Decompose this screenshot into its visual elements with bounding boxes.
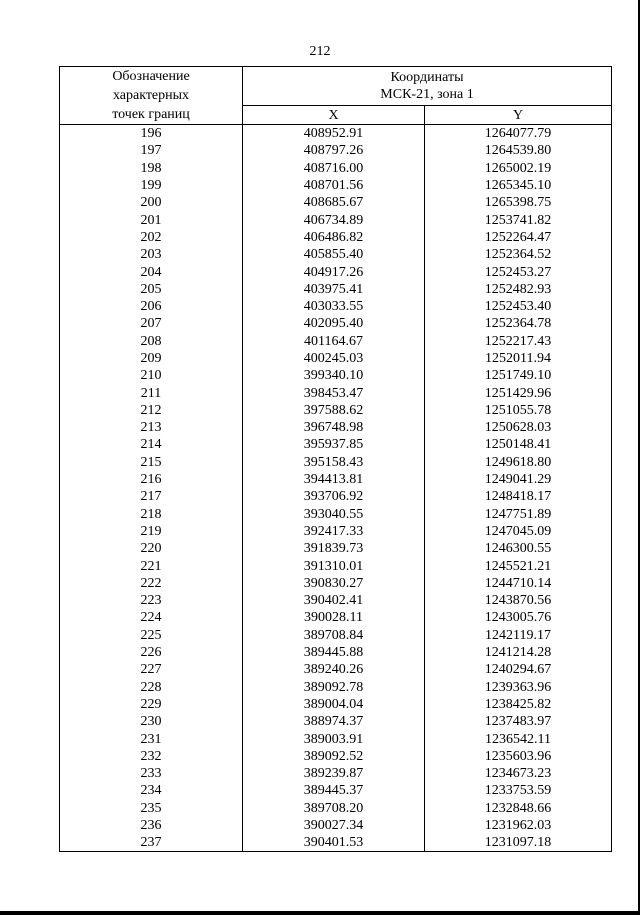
point-number-cell: 210 bbox=[60, 367, 243, 384]
y-coordinate-cell: 1236542.11 bbox=[425, 730, 612, 747]
point-number-cell: 230 bbox=[60, 713, 243, 730]
table-row bbox=[60, 644, 612, 661]
x-coordinate-cell: 398453.47 bbox=[243, 384, 425, 401]
table-row bbox=[60, 125, 612, 143]
point-number-cell: 236 bbox=[60, 817, 243, 834]
table-row bbox=[60, 575, 612, 592]
point-number-cell: 221 bbox=[60, 557, 243, 574]
table-row bbox=[60, 281, 612, 298]
table-row bbox=[60, 402, 612, 419]
point-number-cell: 232 bbox=[60, 748, 243, 765]
x-coordinate-cell: 408952.91 bbox=[243, 125, 425, 143]
header-coordinates-group bbox=[243, 67, 612, 106]
y-coordinate-cell: 1231962.03 bbox=[425, 817, 612, 834]
table-row bbox=[60, 471, 612, 488]
table-row bbox=[60, 609, 612, 626]
x-coordinate-cell: 402095.40 bbox=[243, 315, 425, 332]
table-row bbox=[60, 454, 612, 471]
y-coordinate-cell: 1250628.03 bbox=[425, 419, 612, 436]
x-coordinate-cell: 408797.26 bbox=[243, 142, 425, 159]
page-bottom-edge bbox=[0, 911, 640, 915]
table-row bbox=[60, 661, 612, 678]
table-row bbox=[60, 696, 612, 713]
x-coordinate-cell: 389092.52 bbox=[243, 748, 425, 765]
point-number-cell: 216 bbox=[60, 471, 243, 488]
table-row bbox=[60, 419, 612, 436]
table-row bbox=[60, 523, 612, 540]
x-coordinate-cell: 390027.34 bbox=[243, 817, 425, 834]
table-row bbox=[60, 765, 612, 782]
x-coordinate-cell: 389092.78 bbox=[243, 679, 425, 696]
point-number-cell: 208 bbox=[60, 333, 243, 350]
x-coordinate-cell: 396748.98 bbox=[243, 419, 425, 436]
y-coordinate-cell: 1252364.78 bbox=[425, 315, 612, 332]
y-coordinate-cell: 1264539.80 bbox=[425, 142, 612, 159]
point-number-cell: 219 bbox=[60, 523, 243, 540]
y-coordinate-cell: 1242119.17 bbox=[425, 627, 612, 644]
y-coordinate-cell: 1237483.97 bbox=[425, 713, 612, 730]
x-coordinate-cell: 405855.40 bbox=[243, 246, 425, 263]
table-row bbox=[60, 506, 612, 523]
y-coordinate-cell: 1265002.19 bbox=[425, 160, 612, 177]
x-coordinate-cell: 389003.91 bbox=[243, 730, 425, 747]
x-coordinate-cell: 403033.55 bbox=[243, 298, 425, 315]
x-coordinate-cell: 392417.33 bbox=[243, 523, 425, 540]
y-coordinate-cell: 1241214.28 bbox=[425, 644, 612, 661]
header-y: Y bbox=[425, 106, 612, 125]
x-coordinate-cell: 408716.00 bbox=[243, 160, 425, 177]
x-coordinate-cell: 389445.37 bbox=[243, 782, 425, 799]
y-coordinate-cell: 1251429.96 bbox=[425, 384, 612, 401]
point-number-cell: 198 bbox=[60, 160, 243, 177]
header-point-line-1: Обозначение bbox=[112, 69, 190, 84]
x-coordinate-cell: 388974.37 bbox=[243, 713, 425, 730]
point-number-cell: 202 bbox=[60, 229, 243, 246]
table-row bbox=[60, 298, 612, 315]
table-row bbox=[60, 592, 612, 609]
y-coordinate-cell: 1247751.89 bbox=[425, 506, 612, 523]
table-row bbox=[60, 350, 612, 367]
table-row bbox=[60, 333, 612, 350]
point-number-cell: 209 bbox=[60, 350, 243, 367]
point-number-cell: 214 bbox=[60, 436, 243, 453]
y-coordinate-cell: 1265345.10 bbox=[425, 177, 612, 194]
y-coordinate-cell: 1244710.14 bbox=[425, 575, 612, 592]
y-coordinate-cell: 1249041.29 bbox=[425, 471, 612, 488]
y-coordinate-cell: 1238425.82 bbox=[425, 696, 612, 713]
x-coordinate-cell: 406734.89 bbox=[243, 211, 425, 228]
x-coordinate-cell: 390830.27 bbox=[243, 575, 425, 592]
y-coordinate-cell: 1247045.09 bbox=[425, 523, 612, 540]
point-number-cell: 234 bbox=[60, 782, 243, 799]
x-coordinate-cell: 389708.20 bbox=[243, 800, 425, 817]
point-number-cell: 196 bbox=[60, 125, 243, 143]
y-coordinate-cell: 1243870.56 bbox=[425, 592, 612, 609]
table-row bbox=[60, 679, 612, 696]
y-coordinate-cell: 1231097.18 bbox=[425, 834, 612, 852]
y-coordinate-cell: 1250148.41 bbox=[425, 436, 612, 453]
point-number-cell: 207 bbox=[60, 315, 243, 332]
point-number-cell: 206 bbox=[60, 298, 243, 315]
x-coordinate-cell: 399340.10 bbox=[243, 367, 425, 384]
point-number-cell: 217 bbox=[60, 488, 243, 505]
y-coordinate-cell: 1239363.96 bbox=[425, 679, 612, 696]
table-row bbox=[60, 177, 612, 194]
x-coordinate-cell: 393706.92 bbox=[243, 488, 425, 505]
table-row bbox=[60, 488, 612, 505]
point-number-cell: 200 bbox=[60, 194, 243, 211]
x-coordinate-cell: 400245.03 bbox=[243, 350, 425, 367]
table-row bbox=[60, 557, 612, 574]
header-point-line-2: характерных bbox=[112, 88, 190, 103]
table-row bbox=[60, 246, 612, 263]
header-coords-line-2: МСК-21, зона 1 bbox=[380, 87, 474, 102]
x-coordinate-cell: 389239.87 bbox=[243, 765, 425, 782]
point-number-cell: 201 bbox=[60, 211, 243, 228]
x-coordinate-cell: 389708.84 bbox=[243, 627, 425, 644]
y-coordinate-cell: 1252453.27 bbox=[425, 263, 612, 280]
x-coordinate-cell: 406486.82 bbox=[243, 229, 425, 246]
x-coordinate-cell: 395937.85 bbox=[243, 436, 425, 453]
y-coordinate-cell: 1265398.75 bbox=[425, 194, 612, 211]
y-coordinate-cell: 1234673.23 bbox=[425, 765, 612, 782]
point-number-cell: 231 bbox=[60, 730, 243, 747]
point-number-cell: 225 bbox=[60, 627, 243, 644]
y-coordinate-cell: 1252482.93 bbox=[425, 281, 612, 298]
y-coordinate-cell: 1252453.40 bbox=[425, 298, 612, 315]
table-row bbox=[60, 263, 612, 280]
point-number-cell: 227 bbox=[60, 661, 243, 678]
x-coordinate-cell: 401164.67 bbox=[243, 333, 425, 350]
point-number-cell: 222 bbox=[60, 575, 243, 592]
point-number-cell: 235 bbox=[60, 800, 243, 817]
y-coordinate-cell: 1232848.66 bbox=[425, 800, 612, 817]
point-number-cell: 226 bbox=[60, 644, 243, 661]
header-point-line-3: точек границ bbox=[112, 107, 190, 122]
table-row bbox=[60, 384, 612, 401]
x-coordinate-cell: 389004.04 bbox=[243, 696, 425, 713]
y-coordinate-cell: 1252264.47 bbox=[425, 229, 612, 246]
point-number-cell: 212 bbox=[60, 402, 243, 419]
point-number-cell: 215 bbox=[60, 454, 243, 471]
point-number-cell: 204 bbox=[60, 263, 243, 280]
point-number-cell: 237 bbox=[60, 834, 243, 852]
table-row bbox=[60, 540, 612, 557]
y-coordinate-cell: 1264077.79 bbox=[425, 125, 612, 143]
point-number-cell: 218 bbox=[60, 506, 243, 523]
x-coordinate-cell: 389240.26 bbox=[243, 661, 425, 678]
table-row bbox=[60, 748, 612, 765]
x-coordinate-cell: 394413.81 bbox=[243, 471, 425, 488]
point-number-cell: 229 bbox=[60, 696, 243, 713]
header-x: X bbox=[243, 106, 425, 125]
y-coordinate-cell: 1252011.94 bbox=[425, 350, 612, 367]
table-row bbox=[60, 436, 612, 453]
y-coordinate-cell: 1235603.96 bbox=[425, 748, 612, 765]
x-coordinate-cell: 395158.43 bbox=[243, 454, 425, 471]
x-coordinate-cell: 390401.53 bbox=[243, 834, 425, 852]
x-coordinate-cell: 391310.01 bbox=[243, 557, 425, 574]
x-coordinate-cell: 390402.41 bbox=[243, 592, 425, 609]
table-row bbox=[60, 627, 612, 644]
point-number-cell: 205 bbox=[60, 281, 243, 298]
y-coordinate-cell: 1251749.10 bbox=[425, 367, 612, 384]
point-number-cell: 228 bbox=[60, 679, 243, 696]
y-coordinate-cell: 1251055.78 bbox=[425, 402, 612, 419]
table-row bbox=[60, 160, 612, 177]
y-coordinate-cell: 1252364.52 bbox=[425, 246, 612, 263]
table-row bbox=[60, 315, 612, 332]
point-number-cell: 233 bbox=[60, 765, 243, 782]
table-row bbox=[60, 142, 612, 159]
x-coordinate-cell: 403975.41 bbox=[243, 281, 425, 298]
table-row bbox=[60, 730, 612, 747]
table-body bbox=[60, 125, 612, 852]
header-point-designation bbox=[60, 67, 243, 125]
y-coordinate-cell: 1243005.76 bbox=[425, 609, 612, 626]
point-number-cell: 224 bbox=[60, 609, 243, 626]
page-number: 212 bbox=[309, 44, 331, 59]
x-coordinate-cell: 397588.62 bbox=[243, 402, 425, 419]
point-number-cell: 220 bbox=[60, 540, 243, 557]
table-header bbox=[60, 67, 612, 125]
x-coordinate-cell: 393040.55 bbox=[243, 506, 425, 523]
point-number-cell: 199 bbox=[60, 177, 243, 194]
y-coordinate-cell: 1246300.55 bbox=[425, 540, 612, 557]
table-row bbox=[60, 229, 612, 246]
header-coords-line-1: Координаты bbox=[390, 70, 464, 85]
table-row bbox=[60, 817, 612, 834]
coordinates-table bbox=[59, 66, 612, 852]
y-coordinate-cell: 1240294.67 bbox=[425, 661, 612, 678]
point-number-cell: 213 bbox=[60, 419, 243, 436]
table-row bbox=[60, 194, 612, 211]
x-coordinate-cell: 391839.73 bbox=[243, 540, 425, 557]
x-coordinate-cell: 389445.88 bbox=[243, 644, 425, 661]
point-number-cell: 203 bbox=[60, 246, 243, 263]
y-coordinate-cell: 1245521.21 bbox=[425, 557, 612, 574]
y-coordinate-cell: 1233753.59 bbox=[425, 782, 612, 799]
x-coordinate-cell: 408701.56 bbox=[243, 177, 425, 194]
point-number-cell: 211 bbox=[60, 384, 243, 401]
x-coordinate-cell: 408685.67 bbox=[243, 194, 425, 211]
table-row bbox=[60, 800, 612, 817]
point-number-cell: 223 bbox=[60, 592, 243, 609]
y-coordinate-cell: 1252217.43 bbox=[425, 333, 612, 350]
table-row bbox=[60, 713, 612, 730]
x-coordinate-cell: 390028.11 bbox=[243, 609, 425, 626]
y-coordinate-cell: 1248418.17 bbox=[425, 488, 612, 505]
table-row bbox=[60, 211, 612, 228]
table-row bbox=[60, 782, 612, 799]
table-row bbox=[60, 367, 612, 384]
y-coordinate-cell: 1249618.80 bbox=[425, 454, 612, 471]
x-coordinate-cell: 404917.26 bbox=[243, 263, 425, 280]
y-coordinate-cell: 1253741.82 bbox=[425, 211, 612, 228]
point-number-cell: 197 bbox=[60, 142, 243, 159]
table-row bbox=[60, 834, 612, 852]
